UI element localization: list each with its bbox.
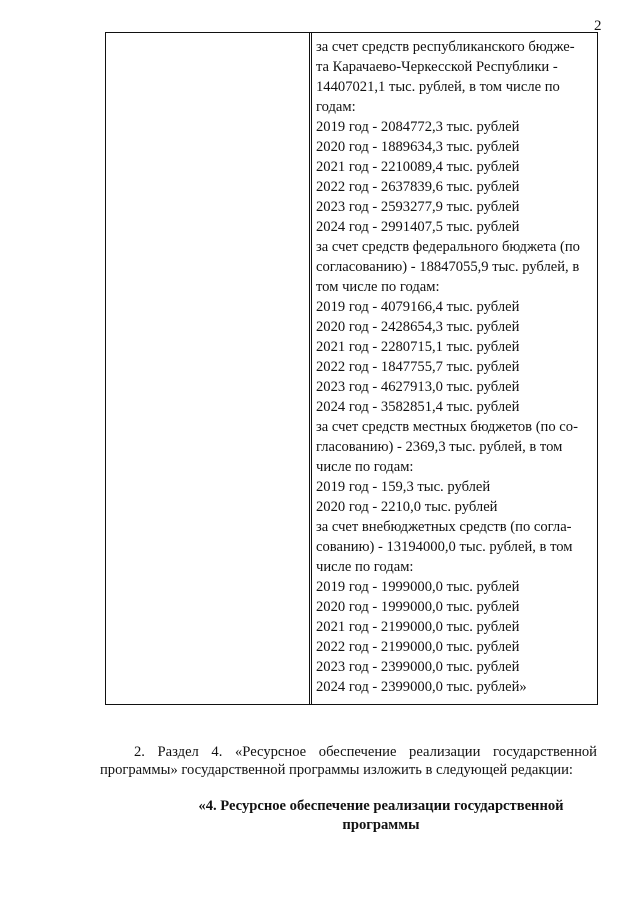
table-line: 2019 год - 1999000,0 тыс. рублей xyxy=(316,579,520,595)
table-line: 2024 год - 2991407,5 тыс. рублей xyxy=(316,219,520,235)
table-line: 2023 год - 4627913,0 тыс. рублей xyxy=(316,379,520,395)
table-line: числе по годам: xyxy=(316,559,414,575)
table-line: та Карачаево-Черкесской Республики - xyxy=(316,59,558,75)
table-line: числе по годам: xyxy=(316,459,414,475)
table-line: 2022 год - 1847755,7 тыс. рублей xyxy=(316,359,520,375)
table-line: за счет средств федерального бюджета (по xyxy=(316,239,580,255)
table-line: 2019 год - 159,3 тыс. рублей xyxy=(316,479,491,495)
table-line: 2021 год - 2210089,4 тыс. рублей xyxy=(316,159,520,175)
table-line: 2023 год - 2593277,9 тыс. рублей xyxy=(316,199,520,215)
table-line: 2022 год - 2637839,6 тыс. рублей xyxy=(316,179,520,195)
table-line: 14407021,1 тыс. рублей, в том числе по xyxy=(316,79,560,95)
table-right-cell xyxy=(316,37,601,697)
amendment-paragraph xyxy=(100,743,597,779)
table-line: 2023 год - 2399000,0 тыс. рублей xyxy=(316,659,520,675)
amendment-paragraph-text: 2. Раздел 4. «Ресурсное обеспечение реализации государственной программы» государственной программы изложить в следующей редакции: xyxy=(100,744,597,778)
table-line: 2020 год - 2210,0 тыс. рублей xyxy=(316,499,498,515)
table-line: 2022 год - 2199000,0 тыс. рублей xyxy=(316,639,520,655)
table-line: согласованию) - 18847055,9 тыс. рублей, в xyxy=(316,259,580,275)
table-line: сованию) - 13194000,0 тыс. рублей, в том xyxy=(316,539,573,555)
table-line: 2024 год - 2399000,0 тыс. рублей» xyxy=(316,679,527,695)
table-line: 2019 год - 2084772,3 тыс. рублей xyxy=(316,119,520,135)
table-line: 2020 год - 2428654,3 тыс. рублей xyxy=(316,319,520,335)
table-line: за счет средств местных бюджетов (по со- xyxy=(316,419,578,435)
funding-table xyxy=(105,32,598,705)
table-line: 2021 год - 2199000,0 тыс. рублей xyxy=(316,619,520,635)
table-line: 2020 год - 1889634,3 тыс. рублей xyxy=(316,139,520,155)
table-line: 2019 год - 4079166,4 тыс. рублей xyxy=(316,299,520,315)
page-number: 2 xyxy=(594,18,602,34)
table-line: годам: xyxy=(316,99,356,115)
section-heading xyxy=(166,797,596,835)
table-line: за счет внебюджетных средств (по согла- xyxy=(316,519,572,535)
table-line: гласованию) - 2369,3 тыс. рублей, в том xyxy=(316,439,563,455)
section-heading-line-2: программы xyxy=(342,817,420,833)
column-divider xyxy=(309,33,310,704)
column-divider-double xyxy=(311,33,312,704)
table-line: за счет средств республиканского бюдже- xyxy=(316,39,575,55)
table-line: 2021 год - 2280715,1 тыс. рублей xyxy=(316,339,520,355)
table-left-cell xyxy=(106,33,309,704)
section-heading-line-1: «4. Ресурсное обеспечение реализации государственной xyxy=(198,798,564,814)
table-line: том числе по годам: xyxy=(316,279,440,295)
table-line: 2024 год - 3582851,4 тыс. рублей xyxy=(316,399,520,415)
table-line: 2020 год - 1999000,0 тыс. рублей xyxy=(316,599,520,615)
